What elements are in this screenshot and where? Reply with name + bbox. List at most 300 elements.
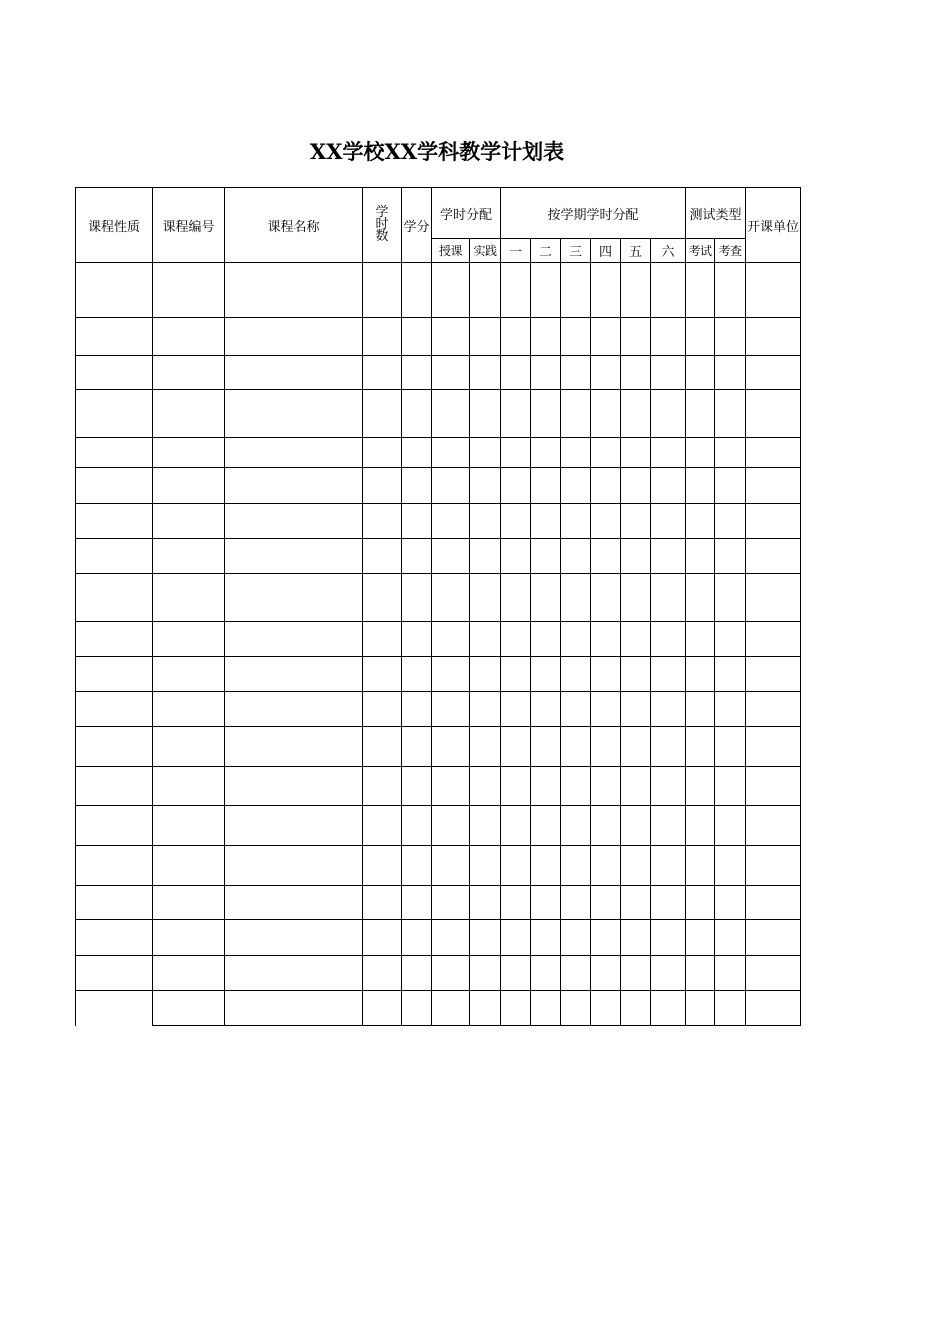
cell-sem2 <box>531 920 561 956</box>
cell-dept <box>746 574 801 622</box>
header-sem2: 二 <box>531 239 561 263</box>
cell-exam <box>686 504 715 539</box>
cell-hours-total <box>363 692 402 727</box>
table-row <box>76 991 801 1026</box>
cell-course-code <box>153 318 225 356</box>
cell-sem5 <box>621 622 651 657</box>
cell-sem1 <box>501 574 531 622</box>
cell-course-type <box>76 504 153 539</box>
cell-dept <box>746 318 801 356</box>
cell-credits <box>402 622 432 657</box>
cell-sem4 <box>591 920 621 956</box>
cell-sem3 <box>561 356 591 390</box>
cell-credits <box>402 920 432 956</box>
cell-exam <box>686 468 715 504</box>
table-row <box>76 806 801 846</box>
cell-sem3 <box>561 657 591 692</box>
header-check: 考查 <box>715 239 746 263</box>
cell-sem3 <box>561 920 591 956</box>
cell-lecture <box>432 692 470 727</box>
cell-sem5 <box>621 318 651 356</box>
cell-lecture <box>432 390 470 438</box>
cell-sem4 <box>591 539 621 574</box>
cell-sem2 <box>531 622 561 657</box>
cell-lecture <box>432 956 470 991</box>
table-row <box>76 767 801 806</box>
cell-dept <box>746 438 801 468</box>
cell-course-type <box>76 622 153 657</box>
cell-sem5 <box>621 846 651 886</box>
cell-sem2 <box>531 692 561 727</box>
table-row <box>76 956 801 991</box>
cell-course-code <box>153 263 225 318</box>
cell-dept <box>746 991 801 1026</box>
header-lecture: 授课 <box>432 239 470 263</box>
cell-hours-total <box>363 956 402 991</box>
table-row <box>76 657 801 692</box>
cell-course-name <box>225 886 363 920</box>
cell-sem4 <box>591 956 621 991</box>
cell-practice <box>470 574 501 622</box>
cell-sem5 <box>621 438 651 468</box>
cell-course-code <box>153 956 225 991</box>
cell-practice <box>470 991 501 1026</box>
cell-dept <box>746 846 801 886</box>
cell-sem2 <box>531 539 561 574</box>
cell-course-name <box>225 767 363 806</box>
table-row <box>76 504 801 539</box>
cell-sem6 <box>651 438 686 468</box>
cell-exam <box>686 767 715 806</box>
cell-check <box>715 886 746 920</box>
cell-practice <box>470 692 501 727</box>
cell-sem5 <box>621 727 651 767</box>
cell-exam <box>686 390 715 438</box>
cell-sem2 <box>531 657 561 692</box>
cell-lecture <box>432 504 470 539</box>
cell-sem1 <box>501 318 531 356</box>
cell-exam <box>686 622 715 657</box>
table-row <box>76 318 801 356</box>
cell-sem2 <box>531 886 561 920</box>
cell-sem6 <box>651 886 686 920</box>
cell-sem4 <box>591 468 621 504</box>
cell-sem2 <box>531 956 561 991</box>
cell-course-name <box>225 846 363 886</box>
cell-course-type <box>76 468 153 504</box>
cell-sem6 <box>651 806 686 846</box>
cell-course-type <box>76 356 153 390</box>
cell-course-name <box>225 806 363 846</box>
cell-exam <box>686 920 715 956</box>
cell-lecture <box>432 991 470 1026</box>
teaching-plan-table <box>75 187 801 1026</box>
cell-dept <box>746 692 801 727</box>
cell-course-code <box>153 692 225 727</box>
cell-sem1 <box>501 991 531 1026</box>
cell-course-type <box>76 692 153 727</box>
cell-hours-total <box>363 504 402 539</box>
cell-course-code <box>153 539 225 574</box>
cell-course-code <box>153 846 225 886</box>
cell-sem2 <box>531 767 561 806</box>
cell-course-name <box>225 468 363 504</box>
cell-sem6 <box>651 539 686 574</box>
cell-exam <box>686 318 715 356</box>
cell-course-code <box>153 886 225 920</box>
header-hours-total <box>363 188 402 263</box>
cell-exam <box>686 356 715 390</box>
cell-sem3 <box>561 956 591 991</box>
cell-exam <box>686 886 715 920</box>
header-exam-type: 测试类型 <box>686 188 746 239</box>
cell-sem4 <box>591 438 621 468</box>
cell-practice <box>470 806 501 846</box>
cell-check <box>715 657 746 692</box>
cell-sem6 <box>651 767 686 806</box>
cell-exam <box>686 438 715 468</box>
cell-check <box>715 574 746 622</box>
cell-sem6 <box>651 318 686 356</box>
header-course-type: 课程性质 <box>76 188 153 263</box>
cell-practice <box>470 657 501 692</box>
cell-dept <box>746 390 801 438</box>
cell-course-name <box>225 318 363 356</box>
cell-sem5 <box>621 468 651 504</box>
cell-check <box>715 846 746 886</box>
cell-sem5 <box>621 356 651 390</box>
cell-course-code <box>153 727 225 767</box>
cell-lecture <box>432 356 470 390</box>
cell-sem1 <box>501 504 531 539</box>
cell-check <box>715 390 746 438</box>
cell-check <box>715 504 746 539</box>
cell-exam <box>686 846 715 886</box>
cell-credits <box>402 356 432 390</box>
cell-lecture <box>432 438 470 468</box>
cell-credits <box>402 886 432 920</box>
header-semester-split: 按学期学时分配 <box>501 188 686 239</box>
cell-course-name <box>225 657 363 692</box>
cell-hours-total <box>363 657 402 692</box>
cell-sem1 <box>501 438 531 468</box>
cell-practice <box>470 539 501 574</box>
cell-exam <box>686 727 715 767</box>
page-title: XX学校XX学科教学计划表 <box>309 139 565 164</box>
cell-sem6 <box>651 468 686 504</box>
header-sem6: 六 <box>651 239 686 263</box>
cell-hours-total <box>363 846 402 886</box>
cell-sem4 <box>591 806 621 846</box>
cell-sem4 <box>591 991 621 1026</box>
table-row <box>76 539 801 574</box>
cell-course-type <box>76 657 153 692</box>
cell-check <box>715 468 746 504</box>
header-exam: 考试 <box>686 239 715 263</box>
table-row <box>76 263 801 318</box>
cell-lecture <box>432 468 470 504</box>
cell-sem4 <box>591 657 621 692</box>
cell-course-code <box>153 806 225 846</box>
cell-hours-total <box>363 991 402 1026</box>
table-row <box>76 692 801 727</box>
cell-course-code <box>153 920 225 956</box>
cell-sem1 <box>501 956 531 991</box>
header-sem4: 四 <box>591 239 621 263</box>
cell-sem4 <box>591 574 621 622</box>
cell-practice <box>470 356 501 390</box>
cell-sem4 <box>591 318 621 356</box>
cell-credits <box>402 657 432 692</box>
cell-sem3 <box>561 390 591 438</box>
table-row <box>76 886 801 920</box>
cell-course-code <box>153 991 225 1026</box>
cell-sem2 <box>531 390 561 438</box>
cell-course-name <box>225 438 363 468</box>
cell-hours-total <box>363 622 402 657</box>
header-sem5: 五 <box>621 239 651 263</box>
cell-course-type <box>76 318 153 356</box>
cell-sem3 <box>561 991 591 1026</box>
table-body <box>76 263 801 1026</box>
cell-course-type <box>76 767 153 806</box>
cell-course-code <box>153 574 225 622</box>
cell-sem3 <box>561 806 591 846</box>
cell-check <box>715 263 746 318</box>
cell-lecture <box>432 318 470 356</box>
cell-check <box>715 318 746 356</box>
cell-course-name <box>225 920 363 956</box>
cell-sem6 <box>651 846 686 886</box>
cell-hours-total <box>363 767 402 806</box>
cell-check <box>715 920 746 956</box>
cell-course-name <box>225 692 363 727</box>
cell-sem2 <box>531 806 561 846</box>
cell-sem1 <box>501 622 531 657</box>
cell-course-type <box>76 991 153 1026</box>
cell-course-code <box>153 438 225 468</box>
cell-sem2 <box>531 356 561 390</box>
cell-sem6 <box>651 920 686 956</box>
cell-dept <box>746 263 801 318</box>
cell-course-type <box>76 438 153 468</box>
cell-course-type <box>76 390 153 438</box>
cell-practice <box>470 727 501 767</box>
cell-sem5 <box>621 539 651 574</box>
cell-sem4 <box>591 727 621 767</box>
cell-exam <box>686 692 715 727</box>
cell-exam <box>686 263 715 318</box>
cell-lecture <box>432 622 470 657</box>
cell-sem5 <box>621 767 651 806</box>
cell-hours-total <box>363 263 402 318</box>
header-sem1: 一 <box>501 239 531 263</box>
cell-hours-total <box>363 356 402 390</box>
cell-lecture <box>432 920 470 956</box>
cell-sem1 <box>501 356 531 390</box>
cell-credits <box>402 438 432 468</box>
cell-practice <box>470 263 501 318</box>
cell-lecture <box>432 886 470 920</box>
cell-practice <box>470 390 501 438</box>
cell-course-name <box>225 504 363 539</box>
cell-credits <box>402 692 432 727</box>
cell-practice <box>470 318 501 356</box>
header-course-name: 课程名称 <box>225 188 363 263</box>
cell-sem6 <box>651 263 686 318</box>
cell-dept <box>746 806 801 846</box>
cell-sem6 <box>651 574 686 622</box>
cell-sem1 <box>501 657 531 692</box>
cell-course-code <box>153 390 225 438</box>
cell-sem3 <box>561 886 591 920</box>
cell-course-name <box>225 956 363 991</box>
cell-sem6 <box>651 504 686 539</box>
table-row <box>76 468 801 504</box>
cell-sem2 <box>531 438 561 468</box>
cell-lecture <box>432 846 470 886</box>
cell-hours-total <box>363 920 402 956</box>
cell-dept <box>746 622 801 657</box>
cell-dept <box>746 657 801 692</box>
cell-sem4 <box>591 886 621 920</box>
cell-sem2 <box>531 574 561 622</box>
cell-sem3 <box>561 263 591 318</box>
cell-sem2 <box>531 468 561 504</box>
cell-practice <box>470 622 501 657</box>
cell-practice <box>470 767 501 806</box>
cell-course-name <box>225 390 363 438</box>
cell-course-type <box>76 574 153 622</box>
cell-course-type <box>76 539 153 574</box>
cell-sem1 <box>501 920 531 956</box>
cell-sem6 <box>651 657 686 692</box>
cell-sem2 <box>531 318 561 356</box>
cell-dept <box>746 920 801 956</box>
cell-sem3 <box>561 318 591 356</box>
cell-sem1 <box>501 767 531 806</box>
cell-practice <box>470 504 501 539</box>
header-hours-total-text: 学 时 数 <box>375 205 389 244</box>
table-row <box>76 574 801 622</box>
cell-sem3 <box>561 692 591 727</box>
cell-lecture <box>432 539 470 574</box>
cell-sem3 <box>561 574 591 622</box>
header-row-1 <box>76 188 801 239</box>
cell-course-code <box>153 767 225 806</box>
cell-sem4 <box>591 767 621 806</box>
cell-dept <box>746 886 801 920</box>
header-course-code: 课程编号 <box>153 188 225 263</box>
cell-exam <box>686 574 715 622</box>
cell-sem4 <box>591 390 621 438</box>
cell-hours-total <box>363 574 402 622</box>
cell-sem6 <box>651 390 686 438</box>
cell-sem6 <box>651 356 686 390</box>
table-row <box>76 920 801 956</box>
cell-sem1 <box>501 263 531 318</box>
cell-exam <box>686 806 715 846</box>
cell-dept <box>746 468 801 504</box>
cell-credits <box>402 991 432 1026</box>
cell-check <box>715 956 746 991</box>
cell-dept <box>746 956 801 991</box>
cell-exam <box>686 539 715 574</box>
cell-check <box>715 727 746 767</box>
cell-course-type <box>76 727 153 767</box>
cell-sem2 <box>531 846 561 886</box>
cell-sem6 <box>651 991 686 1026</box>
cell-sem3 <box>561 846 591 886</box>
cell-sem2 <box>531 727 561 767</box>
cell-sem3 <box>561 767 591 806</box>
cell-dept <box>746 356 801 390</box>
cell-credits <box>402 263 432 318</box>
cell-practice <box>470 846 501 886</box>
cell-dept <box>746 767 801 806</box>
cell-sem1 <box>501 727 531 767</box>
cell-sem4 <box>591 356 621 390</box>
cell-hours-total <box>363 468 402 504</box>
cell-credits <box>402 539 432 574</box>
cell-credits <box>402 846 432 886</box>
cell-check <box>715 991 746 1026</box>
cell-sem2 <box>531 991 561 1026</box>
cell-practice <box>470 468 501 504</box>
cell-dept <box>746 539 801 574</box>
cell-course-name <box>225 539 363 574</box>
cell-sem3 <box>561 504 591 539</box>
cell-course-name <box>225 991 363 1026</box>
cell-sem1 <box>501 692 531 727</box>
cell-sem4 <box>591 692 621 727</box>
cell-sem4 <box>591 846 621 886</box>
cell-lecture <box>432 727 470 767</box>
header-credits: 学分 <box>402 188 432 263</box>
cell-practice <box>470 886 501 920</box>
cell-course-type <box>76 956 153 991</box>
table-row <box>76 356 801 390</box>
cell-hours-total <box>363 886 402 920</box>
cell-sem3 <box>561 622 591 657</box>
cell-exam <box>686 956 715 991</box>
cell-practice <box>470 956 501 991</box>
cell-practice <box>470 438 501 468</box>
cell-sem5 <box>621 390 651 438</box>
cell-practice <box>470 920 501 956</box>
cell-lecture <box>432 574 470 622</box>
cell-hours-total <box>363 806 402 846</box>
table-row <box>76 438 801 468</box>
cell-sem6 <box>651 956 686 991</box>
cell-credits <box>402 806 432 846</box>
cell-hours-total <box>363 438 402 468</box>
cell-sem5 <box>621 806 651 846</box>
cell-hours-total <box>363 318 402 356</box>
cell-course-name <box>225 574 363 622</box>
cell-sem1 <box>501 846 531 886</box>
cell-sem5 <box>621 263 651 318</box>
table-row <box>76 622 801 657</box>
cell-hours-total <box>363 727 402 767</box>
cell-sem2 <box>531 263 561 318</box>
header-sem3: 三 <box>561 239 591 263</box>
cell-course-code <box>153 504 225 539</box>
cell-course-name <box>225 356 363 390</box>
cell-course-type <box>76 886 153 920</box>
cell-course-code <box>153 622 225 657</box>
cell-lecture <box>432 806 470 846</box>
